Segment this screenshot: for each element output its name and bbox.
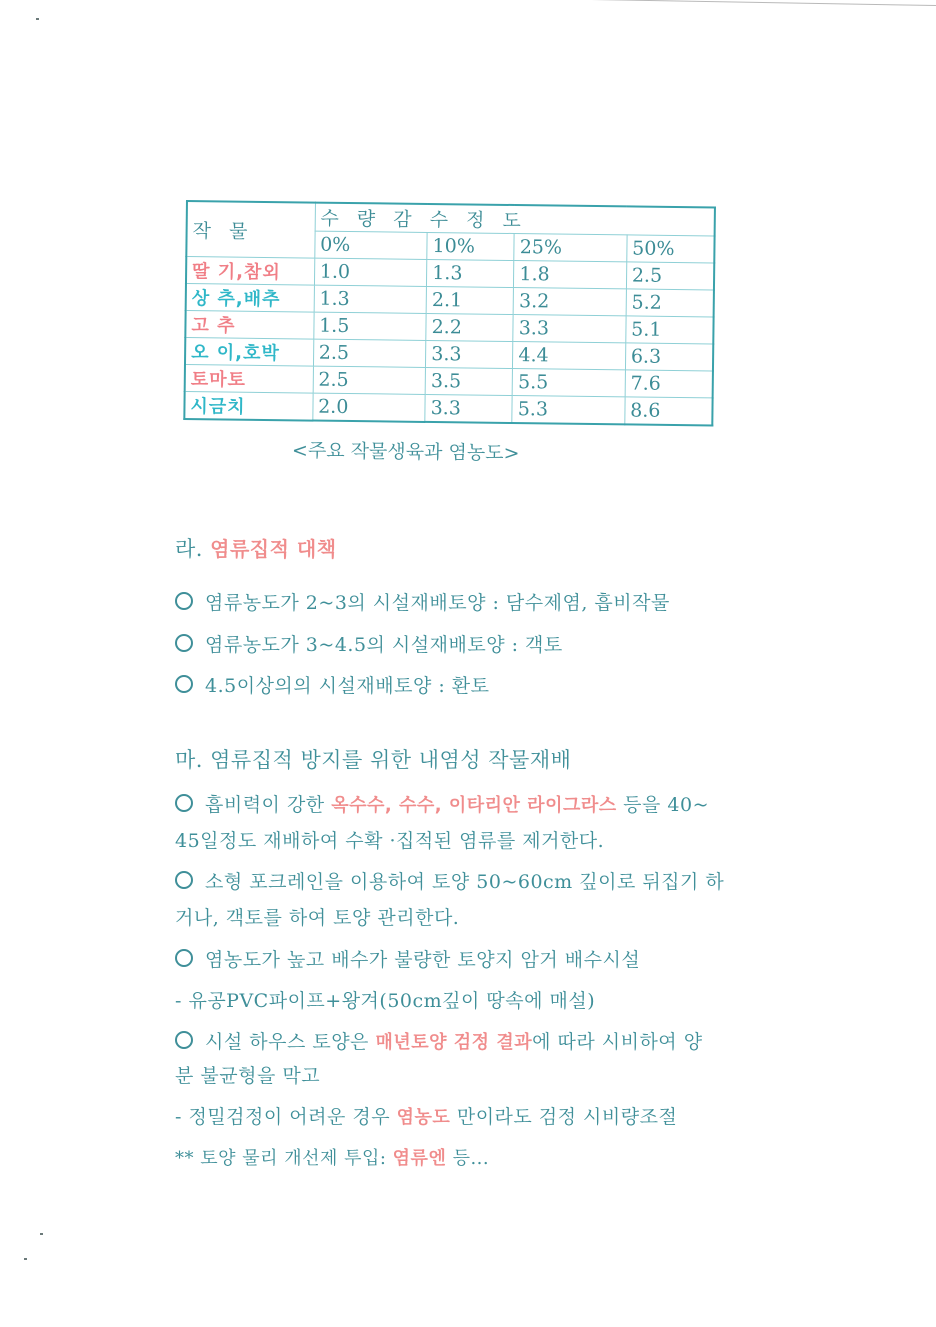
text: 등을 40~ [616, 794, 710, 816]
paragraph-2-line-2: 거나, 객토를 하여 토양 관리한다. [175, 907, 460, 929]
paragraph-5 [175, 1102, 677, 1129]
paragraph-1-line-2: 45일정도 재배하여 수확 ·집적된 염류를 제거한다. [175, 830, 605, 852]
table-header-row [187, 201, 715, 236]
list-item-text: 염류농도가 2~3의 시설재배토양 : 담수제염, 흡비작물 [205, 592, 670, 614]
text: 소형 포크레인을 이용하여 토양 50~60cm 깊이로 뒤집기 하 [205, 871, 725, 893]
col-header: 25% [514, 234, 627, 262]
table-cell: 8.6 [625, 397, 713, 426]
text: 만이라도 검정 시비량조절 [450, 1106, 678, 1128]
table-cell: 5.2 [626, 289, 714, 317]
crop-name: 상 추,배추 [186, 284, 315, 313]
table-cell: 3.3 [425, 394, 512, 423]
paragraph-1-line-1 [175, 790, 709, 817]
table-cell: 2.5 [313, 339, 426, 367]
table-cell: 2.5 [313, 366, 426, 394]
list-item-text: 염류농도가 3~4.5의 시설재배토양 : 객토 [205, 634, 563, 656]
text: 염농도가 높고 배수가 불량한 토양지 암거 배수시설 [205, 949, 641, 971]
table-cell: 1.5 [313, 312, 426, 340]
table-cell: 2.0 [313, 393, 426, 422]
paragraph-4-line-1 [175, 1027, 703, 1054]
section-ra-prefix: 라. [175, 537, 211, 561]
highlight-crops: 옥수수, 수수, 이타리안 라이그라스 [331, 795, 617, 816]
scan-speck [36, 18, 39, 20]
text: - 정밀검정이 어려운 경우 [175, 1106, 397, 1128]
circle-bullet-icon [175, 871, 193, 889]
paragraph-4-line-2: 분 불균형을 막고 [175, 1065, 321, 1087]
table-cell: 3.2 [513, 288, 626, 316]
crop-name: 고 추 [185, 311, 314, 340]
table-cell: 1.3 [314, 285, 427, 313]
text: 등... [446, 1148, 490, 1169]
table-cell: 3.5 [425, 367, 512, 395]
paragraph-3-sub: - 유공PVC파이프+왕겨(50cm깊이 땅속에 매설) [175, 990, 596, 1012]
circle-bullet-icon [175, 634, 193, 652]
table-cell: 5.1 [626, 316, 714, 344]
crop-salt-table-wrapper [183, 200, 716, 426]
scan-speck [40, 1233, 43, 1235]
header-yield-reduction: 수 량 감 수 정 도 [315, 203, 715, 236]
table-cell: 2.1 [426, 286, 513, 314]
table-caption: <주요 작물생육과 염농도> [291, 439, 520, 465]
paragraph-2-line-1 [175, 867, 724, 894]
highlight-product: 염류엔 [392, 1148, 447, 1169]
table-cell: 7.6 [625, 370, 713, 398]
table-cell: 2.5 [626, 262, 714, 290]
crop-name: 시금치 [184, 391, 313, 420]
table-cell: 5.3 [512, 396, 625, 425]
table-cell: 1.0 [314, 258, 427, 286]
circle-bullet-icon [175, 949, 193, 967]
col-header: 10% [427, 232, 514, 260]
table-cell: 1.8 [514, 261, 627, 289]
paragraph-6 [175, 1144, 489, 1170]
table-cell: 3.3 [513, 315, 626, 343]
table-cell: 1.3 [427, 259, 514, 287]
table-cell: 5.5 [512, 369, 625, 397]
list-item [175, 588, 670, 615]
table-cell: 3.3 [426, 340, 513, 368]
text: 시설 하우스 토양은 [205, 1031, 376, 1053]
table-cell: 2.2 [426, 313, 513, 341]
col-header: 50% [627, 235, 715, 263]
text: ** 토양 물리 개선제 투입: [175, 1148, 393, 1169]
list-item-text: 4.5이상의의 시설재배토양 : 환토 [205, 675, 490, 697]
crop-name: 딸 기,참외 [186, 257, 315, 286]
scan-speck [24, 1258, 27, 1260]
list-item [175, 671, 490, 698]
circle-bullet-icon [175, 1031, 193, 1049]
list-item [175, 630, 563, 657]
text: 흡비력이 강한 [205, 794, 332, 816]
crop-name: 토마토 [185, 364, 314, 393]
crop-name: 오 이,호박 [185, 338, 314, 367]
header-crop: 작 물 [186, 201, 315, 258]
section-ra-heading [175, 533, 337, 563]
text: 에 따라 시비하여 양 [532, 1031, 703, 1053]
table-cell: 6.3 [625, 343, 713, 371]
table-row [184, 391, 712, 425]
paragraph-3 [175, 945, 640, 972]
circle-bullet-icon [175, 675, 193, 693]
section-ma-heading: 마. 염류집적 방지를 위한 내염성 작물재배 [175, 748, 572, 772]
table-cell: 4.4 [513, 342, 626, 370]
circle-bullet-icon [175, 794, 193, 812]
section-ra-title: 염류집적 대책 [210, 537, 337, 561]
crop-salt-table [183, 200, 716, 426]
highlight-soil-test: 매년토양 검정 결과 [375, 1032, 533, 1053]
col-header: 0% [314, 231, 427, 259]
highlight-salt-concentration: 염농도 [396, 1107, 451, 1128]
scan-edge-line [590, 0, 936, 6]
circle-bullet-icon [175, 592, 193, 610]
